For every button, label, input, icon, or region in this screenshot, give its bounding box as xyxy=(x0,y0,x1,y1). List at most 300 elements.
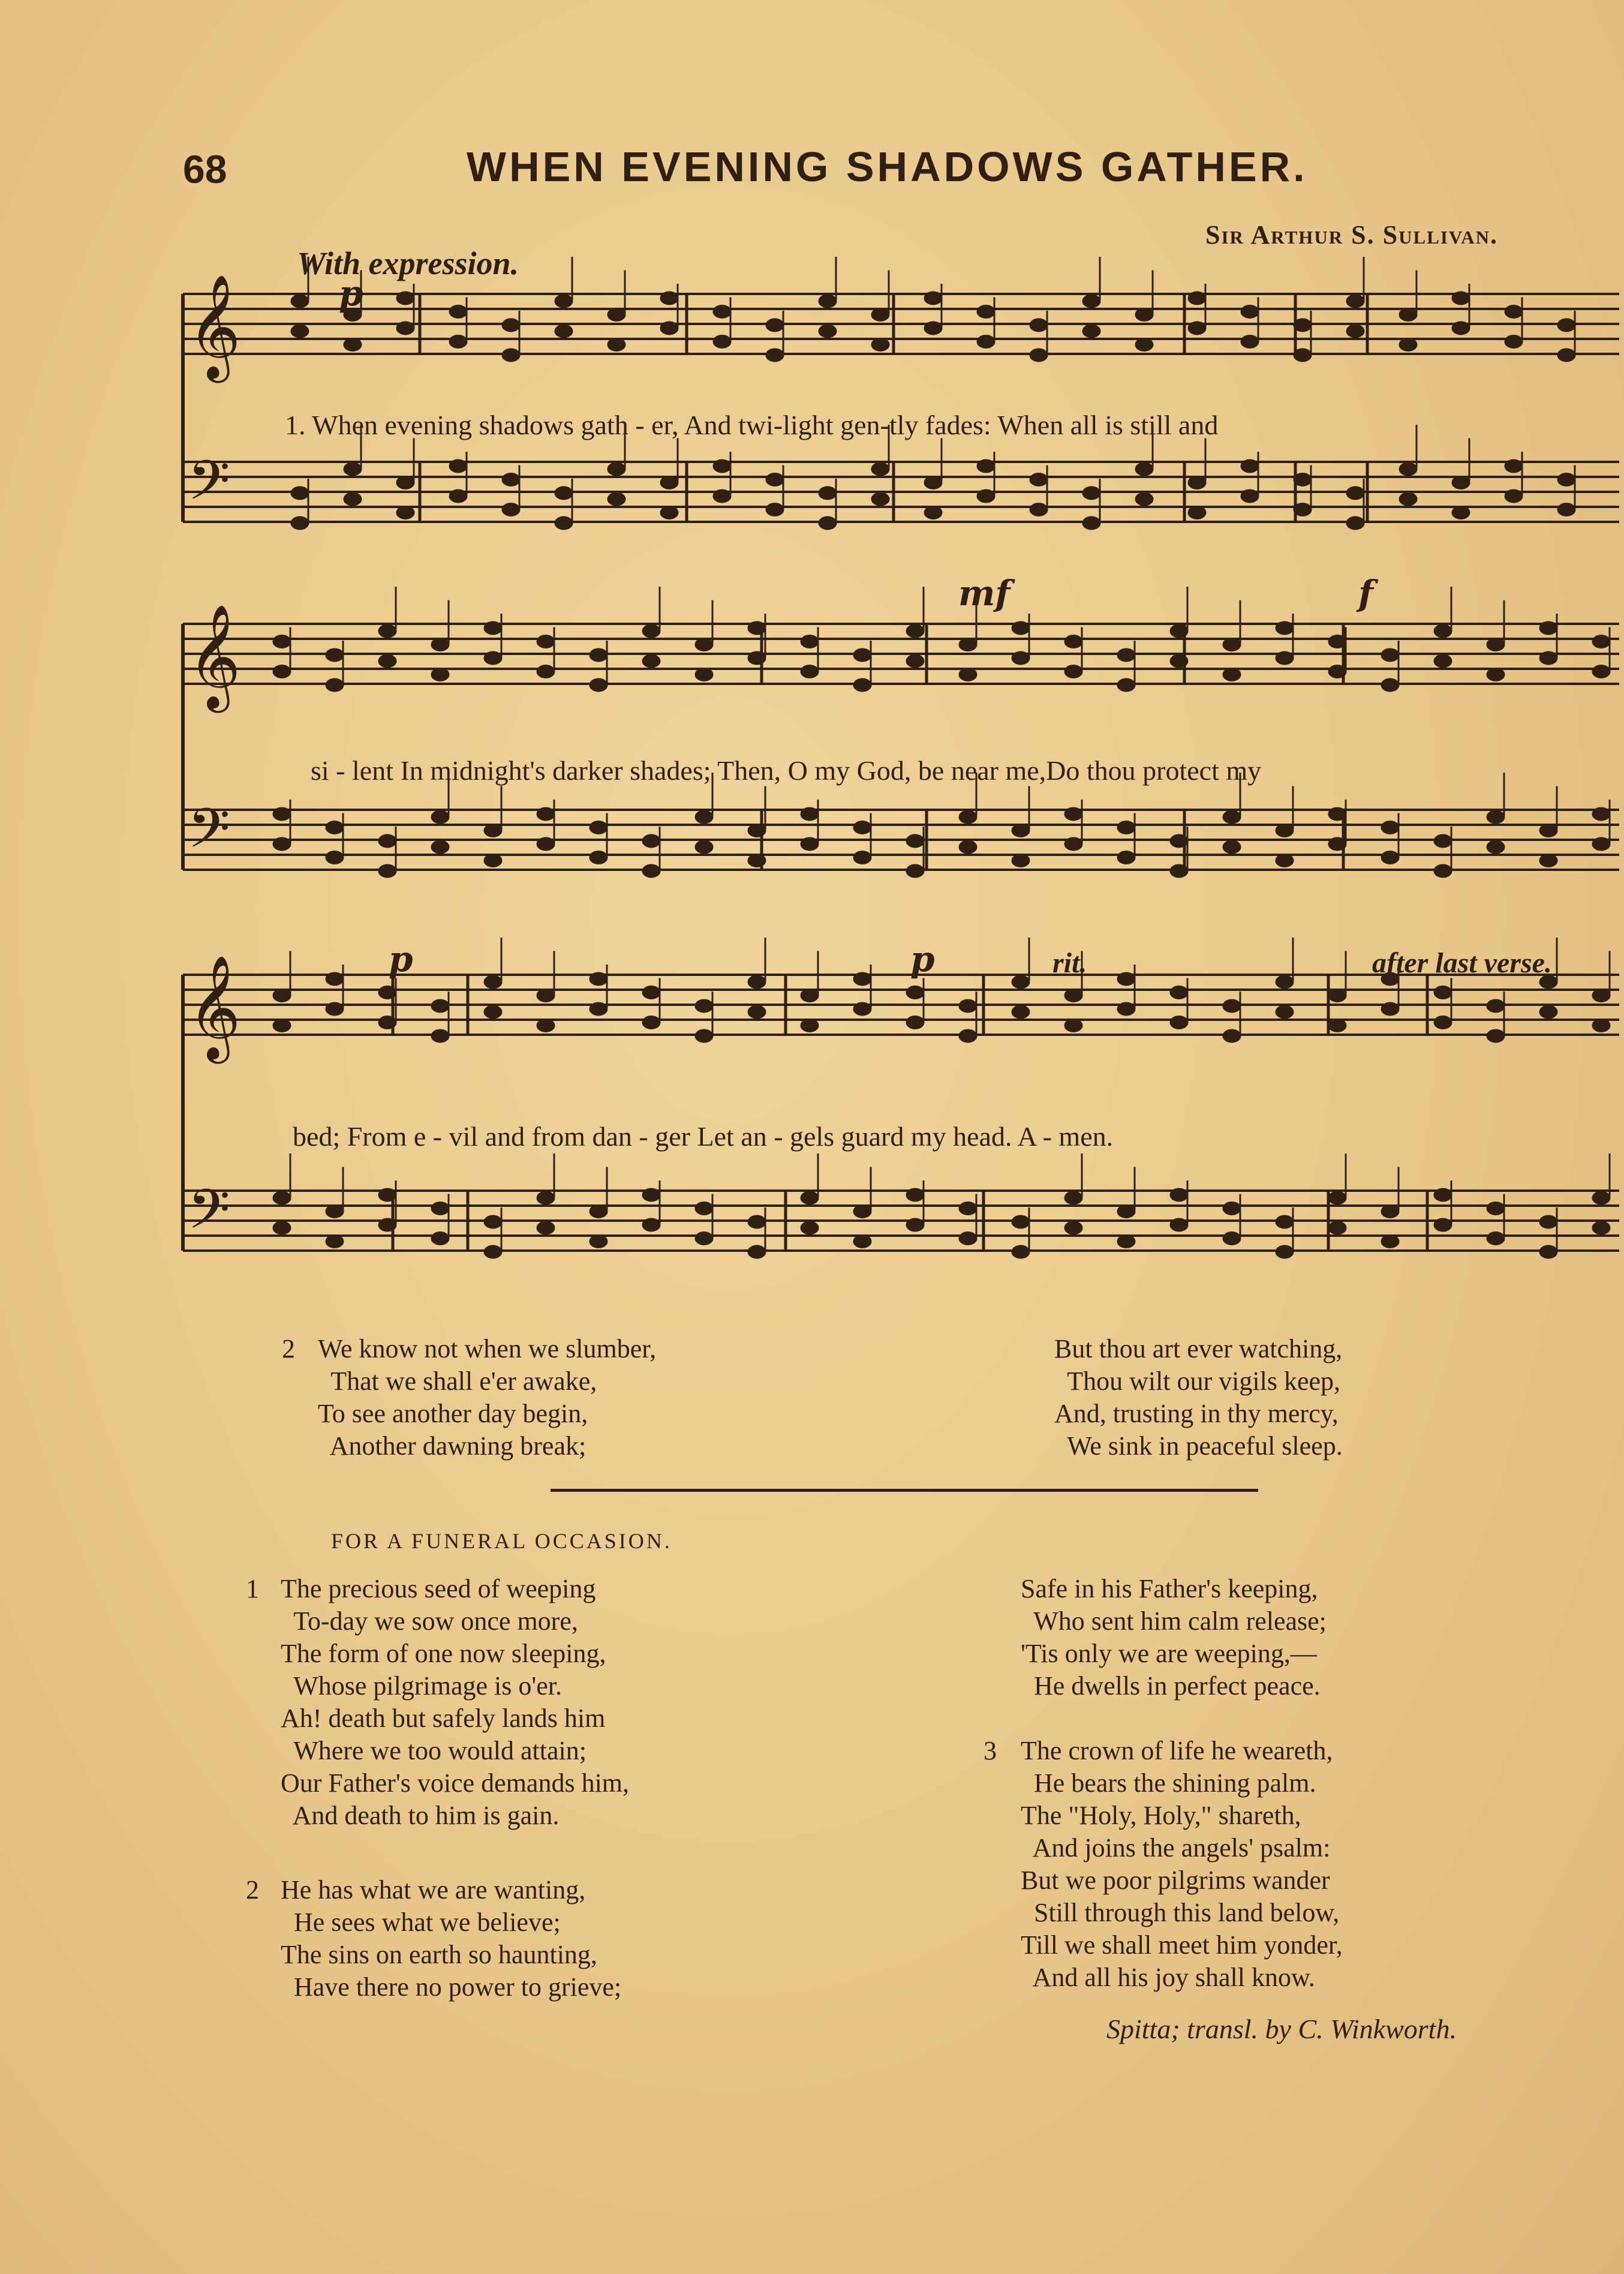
notehead xyxy=(326,972,344,986)
notehead xyxy=(1170,864,1188,878)
notehead xyxy=(819,325,837,338)
notehead xyxy=(819,295,837,308)
notehead xyxy=(1117,1205,1135,1218)
notehead xyxy=(1487,668,1505,681)
page-number: 68 xyxy=(183,147,227,191)
notehead xyxy=(1539,824,1557,837)
notehead xyxy=(590,972,608,986)
notehead xyxy=(608,462,625,476)
notehead xyxy=(977,489,995,503)
after-last-verse-marking: after last verse. xyxy=(1372,947,1552,979)
notehead xyxy=(1030,349,1048,362)
notehead xyxy=(660,292,678,305)
notehead xyxy=(1012,651,1030,665)
notehead xyxy=(396,322,414,335)
notehead xyxy=(431,668,449,681)
notehead xyxy=(608,308,625,322)
notehead xyxy=(1381,1002,1399,1016)
notehead xyxy=(1592,989,1610,1002)
notehead xyxy=(1557,473,1575,486)
notehead xyxy=(1294,473,1312,486)
notehead xyxy=(695,999,713,1013)
notehead xyxy=(1434,986,1452,999)
notehead xyxy=(608,338,625,352)
notehead xyxy=(1064,665,1082,678)
funeral-verse-2-number: 2 xyxy=(246,1875,259,1904)
notehead xyxy=(642,1218,660,1231)
notehead xyxy=(1170,834,1188,848)
notehead xyxy=(484,854,502,867)
notehead xyxy=(1328,1191,1346,1204)
notehead xyxy=(326,648,344,662)
notehead xyxy=(1170,654,1188,668)
notehead xyxy=(484,824,502,837)
notehead xyxy=(1399,338,1417,352)
notehead xyxy=(502,473,520,486)
notehead xyxy=(906,624,924,638)
notehead xyxy=(1399,492,1417,506)
funeral-verse-1-number: 1 xyxy=(246,1574,259,1603)
notehead xyxy=(1592,665,1610,678)
dynamic-piano: p xyxy=(339,273,363,314)
notehead xyxy=(1487,638,1505,651)
lyric-line-2: si - lent In midnight's darker shades; Then, O my God, be near me,Do thou protect my xyxy=(311,755,1262,786)
notehead xyxy=(959,1029,977,1043)
notehead xyxy=(555,325,573,338)
notehead xyxy=(1381,851,1399,864)
notehead xyxy=(1505,489,1523,503)
notehead xyxy=(1135,462,1153,476)
notehead xyxy=(906,986,924,999)
funeral-verse-1: The precious seed of weeping To-day we sow once more, The form of one now sleeping, Whose pilgrimage is o'er. Ah! death but safely lands him Where we too would attain; Our Father's voice demands him, And death to him is gain. xyxy=(281,1574,630,1830)
notehead xyxy=(1012,854,1030,867)
notehead xyxy=(291,516,309,530)
notehead xyxy=(1346,486,1364,500)
notehead xyxy=(378,1218,396,1231)
notehead xyxy=(1381,821,1399,834)
notehead xyxy=(1381,1235,1399,1248)
notehead xyxy=(853,648,871,662)
notehead xyxy=(449,305,467,319)
notehead xyxy=(906,1188,924,1201)
notehead xyxy=(1434,864,1452,878)
notehead xyxy=(1346,325,1364,338)
notehead xyxy=(853,1235,871,1248)
notehead xyxy=(449,335,467,349)
composer-credit: Sir Arthur S. Sullivan. xyxy=(1205,220,1499,250)
bass-clef-icon: 𝄢 xyxy=(188,1177,230,1254)
notehead xyxy=(431,1029,449,1043)
notehead xyxy=(1241,459,1259,473)
funeral-verse-2-continued: Safe in his Father's keeping, Who sent him calm release; 'Tis only we are weeping,— He dwells in perfect peace. xyxy=(1021,1574,1327,1701)
dynamic-piano: p xyxy=(910,939,935,980)
notehead xyxy=(1030,473,1048,486)
notehead xyxy=(1030,503,1048,516)
notehead xyxy=(291,295,309,308)
notehead xyxy=(1276,651,1294,665)
verse-2-right: But thou art ever watching, Thou wilt our vigils keep, And, trusting in thy mercy, We sink in peaceful sleep. xyxy=(1054,1334,1343,1461)
notehead xyxy=(1592,807,1610,821)
notehead xyxy=(1399,308,1417,322)
section-heading: FOR A FUNERAL OCCASION. xyxy=(331,1529,672,1553)
notehead xyxy=(695,840,713,854)
notehead xyxy=(1592,1191,1610,1204)
dynamic-mezzo-forte: mf xyxy=(958,573,1011,614)
notehead xyxy=(1487,1029,1505,1043)
notehead xyxy=(906,654,924,668)
notehead xyxy=(1328,837,1346,851)
notehead xyxy=(590,678,608,692)
notehead xyxy=(1487,840,1505,854)
notehead xyxy=(766,473,784,486)
notehead xyxy=(502,503,520,516)
notehead xyxy=(326,1002,344,1016)
notehead xyxy=(748,1005,766,1019)
notehead xyxy=(695,668,713,681)
notehead xyxy=(977,305,995,319)
notehead xyxy=(537,837,555,851)
notehead xyxy=(1135,492,1153,506)
notehead xyxy=(273,1191,291,1204)
notehead xyxy=(853,678,871,692)
notehead xyxy=(1276,1215,1294,1228)
notehead xyxy=(1328,1019,1346,1032)
notehead xyxy=(484,651,502,665)
notehead xyxy=(590,821,608,834)
verse-2-left: We know not when we slumber, That we shall e'er awake, To see another day begin, Another dawning break; xyxy=(318,1334,657,1461)
notehead xyxy=(1328,807,1346,821)
notehead xyxy=(1223,1232,1241,1245)
notehead xyxy=(378,1016,396,1029)
notehead xyxy=(1223,668,1241,681)
notehead xyxy=(660,322,678,335)
notehead xyxy=(1276,824,1294,837)
notehead xyxy=(590,851,608,864)
notehead xyxy=(695,810,713,824)
divider-rule xyxy=(551,1489,1258,1492)
notehead xyxy=(1030,319,1048,332)
notehead xyxy=(273,989,291,1002)
notehead xyxy=(642,654,660,668)
notehead xyxy=(1434,624,1452,638)
notehead xyxy=(1592,1019,1610,1032)
notehead xyxy=(344,462,362,476)
notehead xyxy=(642,834,660,848)
notehead xyxy=(871,462,889,476)
notehead xyxy=(1294,503,1312,516)
notehead xyxy=(1064,989,1082,1002)
notehead xyxy=(1434,654,1452,668)
notehead xyxy=(801,665,819,678)
notehead xyxy=(906,1016,924,1029)
notehead xyxy=(1223,638,1241,651)
hymn-title: WHEN EVENING SHADOWS GATHER. xyxy=(467,143,1308,190)
notehead xyxy=(1276,621,1294,635)
notehead xyxy=(906,1218,924,1231)
funeral-verse-3: The crown of life he weareth, He bears the shining palm. The "Holy, Holy," shareth, And joins the angels' psalm: But we poor pilgrims wander Still through this land below, Till we shall meet him yonder, And all his joy shall know. xyxy=(1021,1736,1343,1992)
notehead xyxy=(1170,1218,1188,1231)
notehead xyxy=(555,516,573,530)
notehead xyxy=(431,999,449,1013)
notehead xyxy=(766,319,784,332)
notehead xyxy=(484,1005,502,1019)
notehead xyxy=(431,840,449,854)
notehead xyxy=(378,1188,396,1201)
notehead xyxy=(1294,349,1312,362)
notehead xyxy=(1557,503,1575,516)
notehead xyxy=(431,638,449,651)
notehead xyxy=(1434,1016,1452,1029)
notehead xyxy=(1223,999,1241,1013)
notehead xyxy=(1505,305,1523,319)
notehead xyxy=(642,986,660,999)
notehead xyxy=(695,1232,713,1245)
notehead xyxy=(1539,651,1557,665)
notehead xyxy=(695,1029,713,1043)
notehead xyxy=(1381,1205,1399,1218)
notehead xyxy=(1082,295,1100,308)
notehead xyxy=(326,821,344,834)
notehead xyxy=(713,305,731,319)
notehead xyxy=(695,638,713,651)
notehead xyxy=(1328,1221,1346,1234)
notehead xyxy=(906,834,924,848)
notehead xyxy=(695,1202,713,1215)
notehead xyxy=(748,1245,766,1258)
notehead xyxy=(291,325,309,338)
notehead xyxy=(484,1215,502,1228)
notehead xyxy=(484,621,502,635)
notehead xyxy=(326,851,344,864)
notehead xyxy=(590,1235,608,1248)
notehead xyxy=(1064,1221,1082,1234)
notehead xyxy=(1135,338,1153,352)
notehead xyxy=(1012,975,1030,989)
notehead xyxy=(273,1019,291,1032)
notehead xyxy=(1117,851,1135,864)
notehead xyxy=(853,1002,871,1016)
notehead xyxy=(1064,635,1082,648)
notehead xyxy=(1434,1188,1452,1201)
notehead xyxy=(713,335,731,349)
notehead xyxy=(1399,462,1417,476)
translation-credit: Spitta; transl. by C. Winkworth. xyxy=(1106,2014,1457,2044)
notehead xyxy=(273,635,291,648)
notehead xyxy=(1452,506,1470,519)
notehead xyxy=(378,834,396,848)
notehead xyxy=(1539,1005,1557,1019)
ritardando-marking: rit. xyxy=(1052,947,1087,979)
notehead xyxy=(1188,506,1206,519)
notehead xyxy=(449,489,467,503)
notehead xyxy=(853,1205,871,1218)
notehead xyxy=(1188,322,1206,335)
notehead xyxy=(1346,295,1364,308)
notehead xyxy=(1539,1245,1557,1258)
notehead xyxy=(1434,1218,1452,1231)
notehead xyxy=(1082,325,1100,338)
notehead xyxy=(1557,349,1575,362)
notehead xyxy=(853,972,871,986)
notehead xyxy=(748,651,766,665)
notehead xyxy=(1223,840,1241,854)
notehead xyxy=(1346,516,1364,530)
notehead xyxy=(1328,665,1346,678)
notehead xyxy=(1452,292,1470,305)
notehead xyxy=(1539,1215,1557,1228)
notehead xyxy=(871,308,889,322)
notehead xyxy=(924,506,942,519)
notehead xyxy=(555,486,573,500)
notehead xyxy=(1223,810,1241,824)
notehead xyxy=(1328,989,1346,1002)
notehead xyxy=(326,1235,344,1248)
notehead xyxy=(959,810,977,824)
notehead xyxy=(642,1188,660,1201)
notehead xyxy=(660,506,678,519)
notehead xyxy=(1082,486,1100,500)
bass-clef-icon: 𝄢 xyxy=(188,797,230,873)
notehead xyxy=(1135,308,1153,322)
notehead xyxy=(1487,1202,1505,1215)
lyric-line-3: bed; From e - vil and from dan - ger Let an - gels guard my head. A - men. xyxy=(293,1121,1114,1152)
notehead xyxy=(555,295,573,308)
notehead xyxy=(273,1221,291,1234)
notehead xyxy=(1170,624,1188,638)
notehead xyxy=(1557,319,1575,332)
notehead xyxy=(449,459,467,473)
notehead xyxy=(590,648,608,662)
notehead xyxy=(1328,635,1346,648)
notehead xyxy=(924,322,942,335)
notehead xyxy=(1381,678,1399,692)
notehead xyxy=(906,864,924,878)
notehead xyxy=(748,854,766,867)
notehead xyxy=(748,1215,766,1228)
notehead xyxy=(1487,1232,1505,1245)
notehead xyxy=(537,1019,555,1032)
notehead xyxy=(590,1002,608,1016)
notehead xyxy=(1082,516,1100,530)
notehead xyxy=(1223,1029,1241,1043)
tempo-marking: With expression. xyxy=(297,245,519,281)
notehead xyxy=(326,1205,344,1218)
notehead xyxy=(1012,1215,1030,1228)
notehead xyxy=(766,503,784,516)
notehead xyxy=(1241,305,1259,319)
notehead xyxy=(819,486,837,500)
notehead xyxy=(537,1221,555,1234)
dynamic-forte: f xyxy=(1358,573,1373,614)
notehead xyxy=(959,1232,977,1245)
notehead xyxy=(378,864,396,878)
notehead xyxy=(1012,1005,1030,1019)
notehead xyxy=(801,807,819,821)
notehead xyxy=(853,821,871,834)
notehead xyxy=(642,624,660,638)
dynamic-piano: p xyxy=(389,939,413,980)
notehead xyxy=(291,486,309,500)
notehead xyxy=(1117,648,1135,662)
notehead xyxy=(748,824,766,837)
notehead xyxy=(1241,335,1259,349)
notehead xyxy=(1452,476,1470,489)
notehead xyxy=(344,338,362,352)
notehead xyxy=(924,292,942,305)
notehead xyxy=(642,1016,660,1029)
notehead xyxy=(537,1191,555,1204)
notehead xyxy=(1188,476,1206,489)
notehead xyxy=(344,492,362,506)
notehead xyxy=(801,989,819,1002)
bass-clef-icon: 𝄢 xyxy=(188,449,230,525)
notehead xyxy=(801,635,819,648)
notehead xyxy=(871,492,889,506)
notehead xyxy=(396,292,414,305)
notehead xyxy=(1294,319,1312,332)
notehead xyxy=(713,489,731,503)
notehead xyxy=(590,1205,608,1218)
notehead xyxy=(748,621,766,635)
notehead xyxy=(1487,999,1505,1013)
notehead xyxy=(748,975,766,989)
notehead xyxy=(537,807,555,821)
notehead xyxy=(1539,621,1557,635)
notehead xyxy=(801,1191,819,1204)
notehead xyxy=(326,678,344,692)
notehead xyxy=(1276,1245,1294,1258)
notehead xyxy=(801,1019,819,1032)
notehead xyxy=(537,989,555,1002)
notehead xyxy=(1117,1002,1135,1016)
notehead xyxy=(713,459,731,473)
notehead xyxy=(853,851,871,864)
notehead xyxy=(608,492,625,506)
notehead xyxy=(1592,635,1610,648)
notehead xyxy=(1241,489,1259,503)
notehead xyxy=(660,476,678,489)
notehead xyxy=(1381,648,1399,662)
notehead xyxy=(959,668,977,681)
notehead xyxy=(273,665,291,678)
notehead xyxy=(924,476,942,489)
notehead xyxy=(1539,854,1557,867)
notehead xyxy=(431,1232,449,1245)
notehead xyxy=(1276,1005,1294,1019)
notehead xyxy=(1505,459,1523,473)
notehead xyxy=(1064,1191,1082,1204)
notehead xyxy=(1064,837,1082,851)
notehead xyxy=(537,635,555,648)
notehead xyxy=(819,516,837,530)
notehead xyxy=(1592,1221,1610,1234)
notehead xyxy=(871,338,889,352)
notehead xyxy=(959,638,977,651)
notehead xyxy=(1117,678,1135,692)
notehead xyxy=(1064,1019,1082,1032)
notehead xyxy=(801,837,819,851)
notehead xyxy=(378,986,396,999)
funeral-verse-2: He has what we are wanting, He sees what we believe; The sins on earth so haunting, Have there no power to grieve; xyxy=(281,1875,622,2002)
notehead xyxy=(502,349,520,362)
notehead xyxy=(766,349,784,362)
notehead xyxy=(1012,621,1030,635)
notehead xyxy=(1487,810,1505,824)
notehead xyxy=(396,476,414,489)
notehead xyxy=(1170,1188,1188,1201)
notehead xyxy=(959,840,977,854)
notehead xyxy=(1276,975,1294,989)
